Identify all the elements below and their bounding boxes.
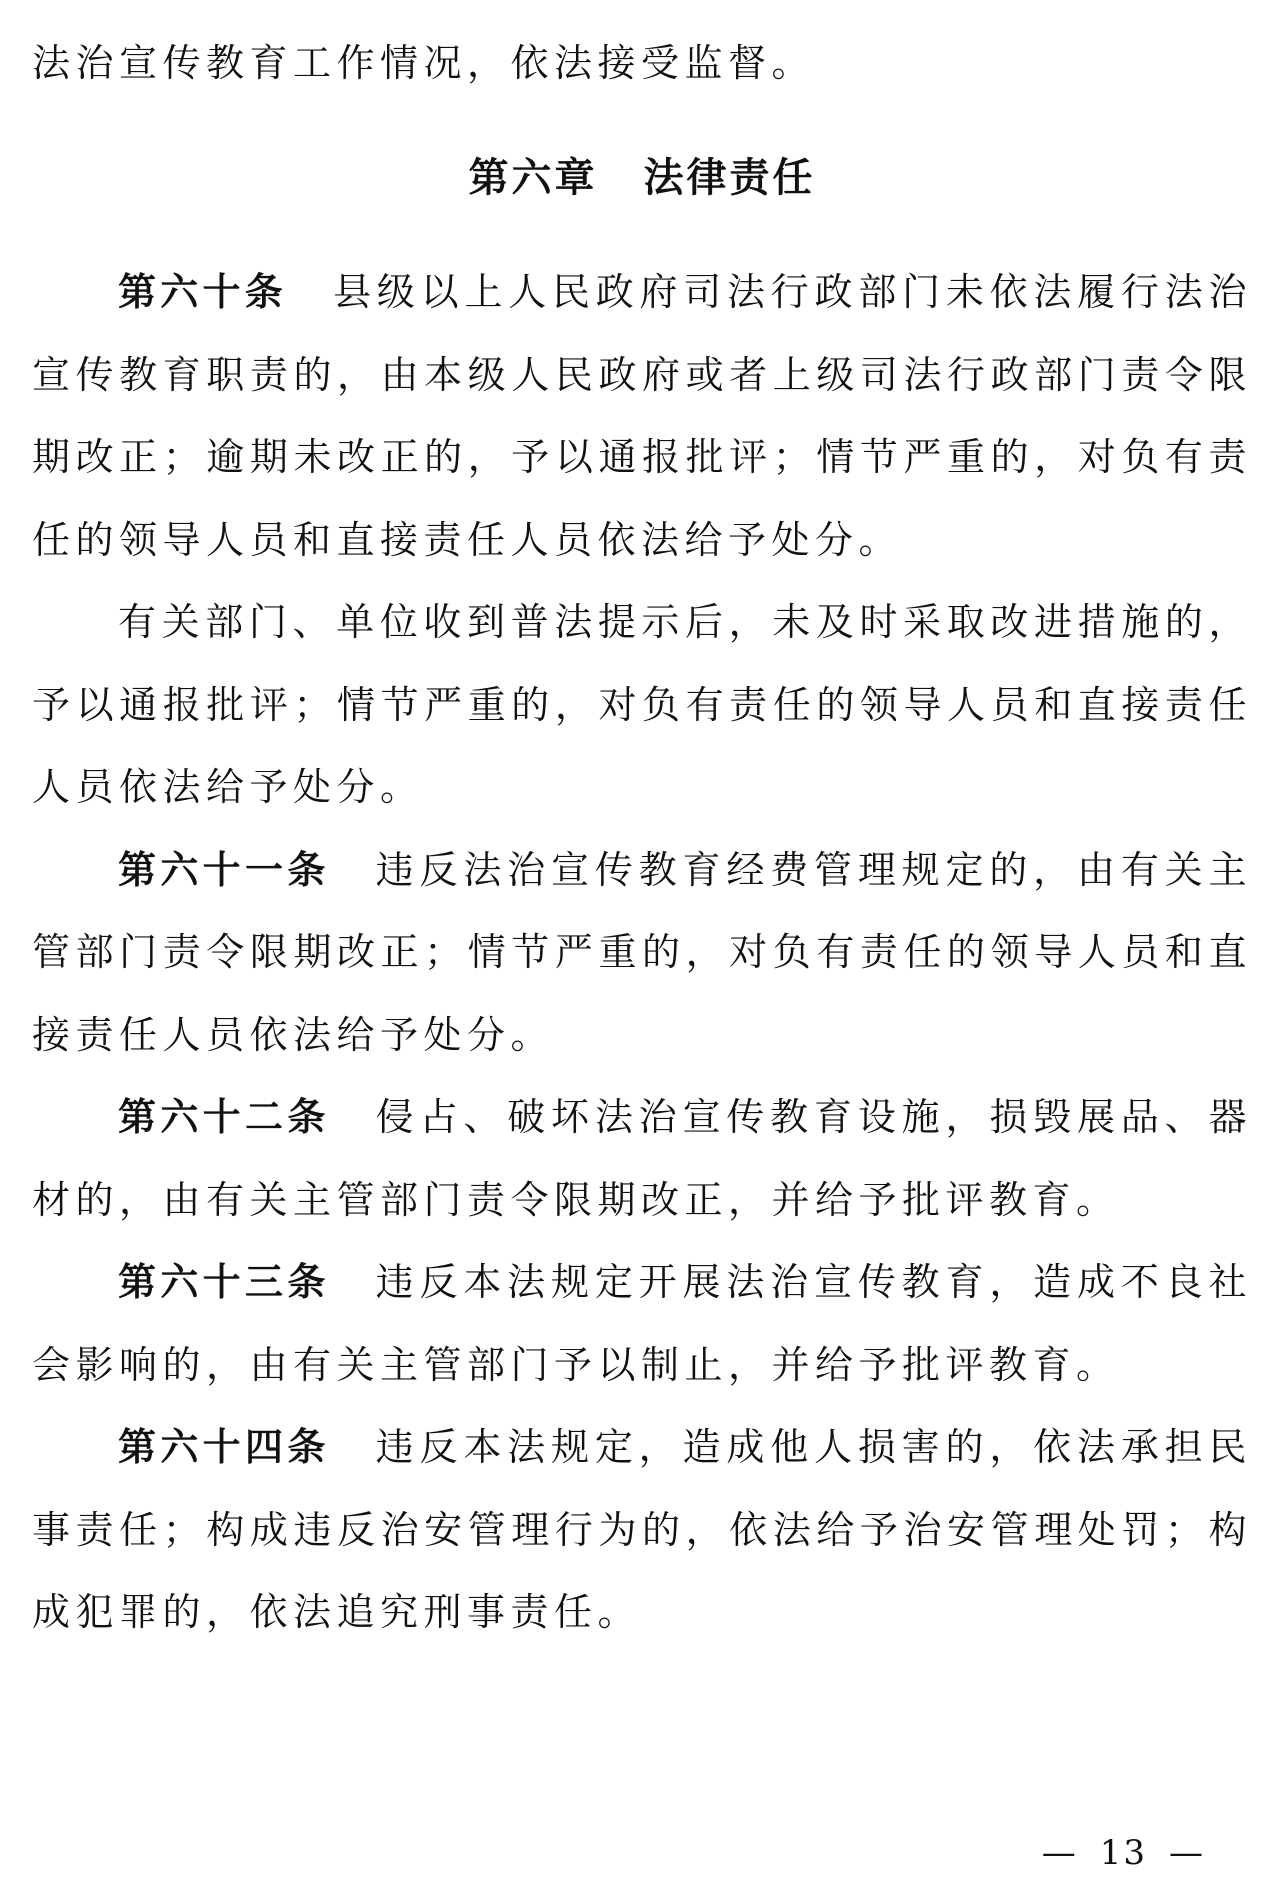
article-62-text: 侵占、破坏法治宣传教育设施，损毁展品、器材的，由有关主管部门责令限期改正，并给予批评教育。 [32, 1095, 1252, 1222]
footer-dash-left: — [1041, 1833, 1078, 1873]
article-64-paragraph [32, 1406, 1252, 1654]
page-footer [1020, 1833, 1227, 1873]
article-60-label: 第六十条 [118, 270, 288, 314]
article-60-text-1: 县级以上人民政府司法行政部门未依法履行法治宣传教育职责的，由本级人民政府或者上级司法行政部门责令限期改正；逾期未改正的，予以通报批评；情节严重的，对负有责任的领导人员和直接责任人员依法给予处分。 [32, 270, 1252, 562]
page-content [32, 22, 1252, 1654]
article-61-paragraph [32, 829, 1252, 1077]
article-61-label: 第六十一条 [118, 847, 330, 892]
footer-dash-right: — [1169, 1833, 1205, 1873]
chapter-title: 法律责任 [643, 154, 816, 201]
continuation-paragraph: 法治宣传教育工作情况，依法接受监督。 [32, 41, 816, 85]
article-60-paragraph-2 [32, 581, 1252, 829]
article-63-label: 第六十三条 [118, 1260, 330, 1304]
article-64-label: 第六十四条 [118, 1425, 330, 1469]
article-63-text: 违反本法规定开展法治宣传教育，造成不良社会影响的，由有关主管部门予以制止，并给予批评教育。 [32, 1260, 1252, 1387]
article-64-text: 违反本法规定，造成他人损害的，依法承担民事责任；构成违反治安管理行为的，依法给予治安管理处罚；构成犯罪的，依法追究刑事责任。 [32, 1425, 1252, 1634]
article-62-paragraph [32, 1076, 1252, 1241]
page-number: 13 [1099, 1833, 1147, 1873]
article-61-text: 违反法治宣传教育经费管理规定的，由有关主管部门责令限期改正；情节严重的，对负有责任的领导人员和直接责任人员依法给予处分。 [32, 847, 1252, 1057]
chapter-number: 第六章 [468, 154, 598, 201]
chapter-heading [32, 137, 1252, 220]
article-62-label: 第六十二条 [118, 1095, 330, 1139]
article-60-paragraph-1 [32, 251, 1252, 581]
article-60-text-2: 有关部门、单位收到普法提示后，未及时采取改进措施的，予以通报批评；情节严重的，对负有责任的领导人员和直接责任人员依法给予处分。 [32, 600, 1252, 809]
article-63-paragraph [32, 1241, 1252, 1406]
